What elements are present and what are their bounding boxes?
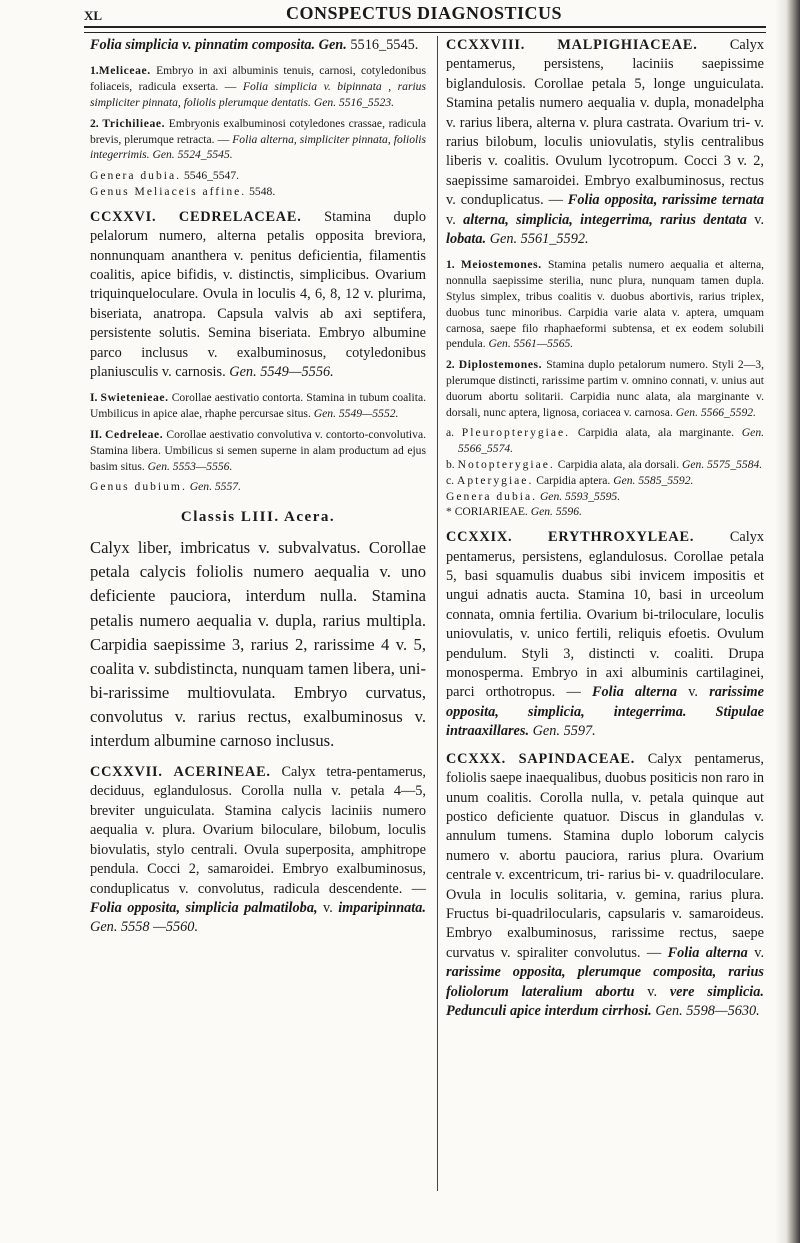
left-column xyxy=(90,36,426,946)
tribe-meiostemones: 1. Meiostemones. Stamina petalis numero aequalia et alterna, nonnulla saepissime sterilia, nunc plura, nunquam tamen dupla. Stylus simplex, tribus coalitis v. duobus abortivis, rarius triplex, duobus tunc minoribus. Carpidia varie alata v. aptera, umquam carnosa, saepe filo rhaphaeformi subtensa, et ex eodem solubili pendula. Gen. 5561—5565. xyxy=(446,258,764,351)
tribe-diplostemones: 2. Diplostemones. Stamina duplo petalorum numero. Styli 2—3, plerumque distincti, rarissime partim v. omnino connati, v. unius aut duorum abortu solitarii. Carpidia nunc alata, ala marginante v. dorsali, nunc aptera, lignosa, coriacea v. carnosa. Gen. 5566_5592. xyxy=(446,358,765,419)
family-acerineae: CCXXVII. ACERINEAE. Calyx tetra-pentamerus, deciduus, eglandulosus. Corolla nulla v. petala 4—5, breviter unguiculata. Stamina calycis laciniis numero aequalia v. plura. Ovarium biloculare, bilobum, loculis biovulatis, stylo centrali. Ovula superposita, amphitropе pendula. Cocci 2, samaroidei. Embryo exalbuminosus, conduplicatus v. convolutus, radicula descendente. — Folia opposita, simplicia palmatiloba, v. imparipinnata. Gen. 5558 —5560. xyxy=(90,764,426,936)
right-column xyxy=(446,36,764,1029)
tribe-meliceae: 1.Meliceae. Embryo in axi albuminis tenuis, carnosi, cotyledonibus foliaceis, radicula exserta. — Folia simplicia v. bipinnata , rarius simpliciter pinnata, foliolis plerumque dentatis. Gen. 5516_5523. xyxy=(90,64,426,109)
genera-dubia-malpighiaceae: Genera dubia. Gen. 5593_5595. xyxy=(446,489,621,503)
page-number: XL xyxy=(84,8,103,23)
subtribe-notopterygiae: b. Notopterygiae. Carpidia alata, ala dorsali. Gen. 5575_5584. xyxy=(446,458,763,472)
classis-description: Calyx liber, imbricatus v. subvalvatus. Corollae petala calycis foliolis numero aequalia v. uno deficiente pauciora, interdum nulla. Stamina petalis numero aequalia v. dupla, rarius multipla. Carpidia saepissime 3, rarius 2, rarissime 4 v. 5, coalita v. subdistincta, nunquam tamen libera, uni-bi-rarissime multiovulata. Embryo curvatus, convolutus v. rarius rectus, exalbuminosus v. interdum albumine carnoso inclusus. xyxy=(90,538,426,750)
genera-dubia-meliaceae: Genera dubia. 5546_5547. xyxy=(90,169,240,183)
tribe-cedreleae: II. Cedreleae. Corollae aestivatio convolutiva v. contorto-convolutiva. Stamina libera. Umbilicus si semen superne in alam productum ad ejus basim situs. Gen. 5553—5556. xyxy=(90,428,426,473)
page-header xyxy=(84,0,764,40)
coriarieae: * CORIARIEAE. Gen. 5596. xyxy=(446,505,582,519)
scan-edge-shadow xyxy=(775,0,800,1243)
family-erythroxyleae: CCXXIX. ERYTHROXYLEAE. Calyx pentamerus, persistens, eglandulosus. Corollae petala 5, basi squamulis duabus sibi invicem impositis et ungui adnatis aucta. Stamina 10, basi in urceolum connata, omnia fertilia. Ovarium bi-triloculare, loculis uniovulatis, v. unico fertili, reliquis efoetis. Ovulum pendulum. Styli 3, distincti v. coaliti. Drupa monosperma. Embryo in axi albuminis cartilaginei, parci orthotropus. — Folia alterna v. rarissime opposita, simplicia, integerrima. Stipulae intraaxillares. Gen. 5597. xyxy=(446,529,765,740)
genus-dubium-cedrelaceae: Genus dubium. Gen. 5557. xyxy=(90,480,241,494)
subtribe-pleuropterygiae: a. Pleuropterygiae. Carpidia alata, ala marginante. Gen. 5566_5574. xyxy=(446,426,765,456)
family-malpighiaceae: CCXXVIII. MALPIGHIACEAE. Calyx pentamerus, persistens, laciniis saepissime biglandulosis. Corollae petala 5, longe unguiculata. Stamina petalis numero aequalia v. dupla, monadelpha v. rarius libera, alterna v. plura castrata. Ovarium tri- v. rarius bilobum, loculis uniovulatis, stylis centralibus liberis v. coalitis. Ovulum lycotropum. Cocci 3 v. 2, saepissime samaroidei. Embryo exalbuminosus, rectus v. conduplicatus. — Folia opposita, rarissime ternata v. alterna, simplicia, integerrima, rarius dentata v. lobata. Gen. 5561_5592. xyxy=(446,37,765,248)
family-sapindaceae: CCXXX. SAPINDACEAE. Calyx pentamerus, foliolis saepe inaequalibus, duobus positicis non raro in unum coalitis. Corolla nulla, v. petala quinque aut postico deficiente quatuor. Discus in glandulas v. annulum tumens. Stamina duplo loborum calycis numero v. abortu pauciora, rarius plura. Ovarium centrale v. excentricum, tri- rarius bi- v. quadriloculare. Ovula in loculis solitaria, v. gemina, rarius plura. Fructus bi-quadrilocularis, capsularis v. samaroideus. Embryo exalbuminosus, rarissime rectus, saepe curvatus v. spiraliter convolutus. — Folia alterna v. rarissime opposita, plerumque composita, rarius foliolorum lateralium abortu v. vere simplicia. Pedunculi apice interdum cirrhosi. Gen. 5598—5630. xyxy=(446,750,765,1019)
tribe-swietenieae: I. Swietenieae. Corollae aestivatio contorta. Stamina in tubum coalita. Umbilicus in apice alae, rhaphe percursae situs. Gen. 5549—5552. xyxy=(90,391,426,421)
family-cedrelaceae: CCXXVI. CEDRELACEAE. Stamina duplo pelalorum numero, alterna petalis opposita breviora, nonnunquam ananthera v. penitus deficientia, filamentis coalitis, apice bifidis, v. distinctis, simplicibus. Ovarium triquinqueloculare. Ovula in loculis 4, 6, 8, 12 v. plurima, biseriata, anatropa. Capsula valvis ab axi septifera, persistente solutis. Semina biseriata. Embryo albumine parco inclusus v. exalbuminosus, cotyledonibus planiusculis v. carnosis. Gen. 5549—5556. xyxy=(90,208,427,381)
page-title: CONSPECTUS DIAGNOSTICUS xyxy=(285,3,563,23)
tribe-trichilieae: 2. Trichilieae. Embryonis exalbuminosi cotyledones crassae, radicula brevis, plerumque retracta. — Folia alterna, simpliciter pinnata, foliolis integerrimis. Gen. 5524_5545. xyxy=(90,116,427,162)
intro-paragraph: Folia simplicia v. pinnatim composita. Gen. 5516_5545. xyxy=(90,37,419,53)
header-rule-thin xyxy=(84,32,766,33)
genus-affine: Genus Meliaceis affine. 5548. xyxy=(90,184,276,198)
classis-heading: Classis LIII. Acera. xyxy=(180,509,336,526)
column-divider xyxy=(437,36,438,1191)
header-rule-thick xyxy=(84,26,766,28)
subtribe-apterygiae: c. Apterygiae. Carpidia aptera. Gen. 5585_5592. xyxy=(446,473,694,487)
